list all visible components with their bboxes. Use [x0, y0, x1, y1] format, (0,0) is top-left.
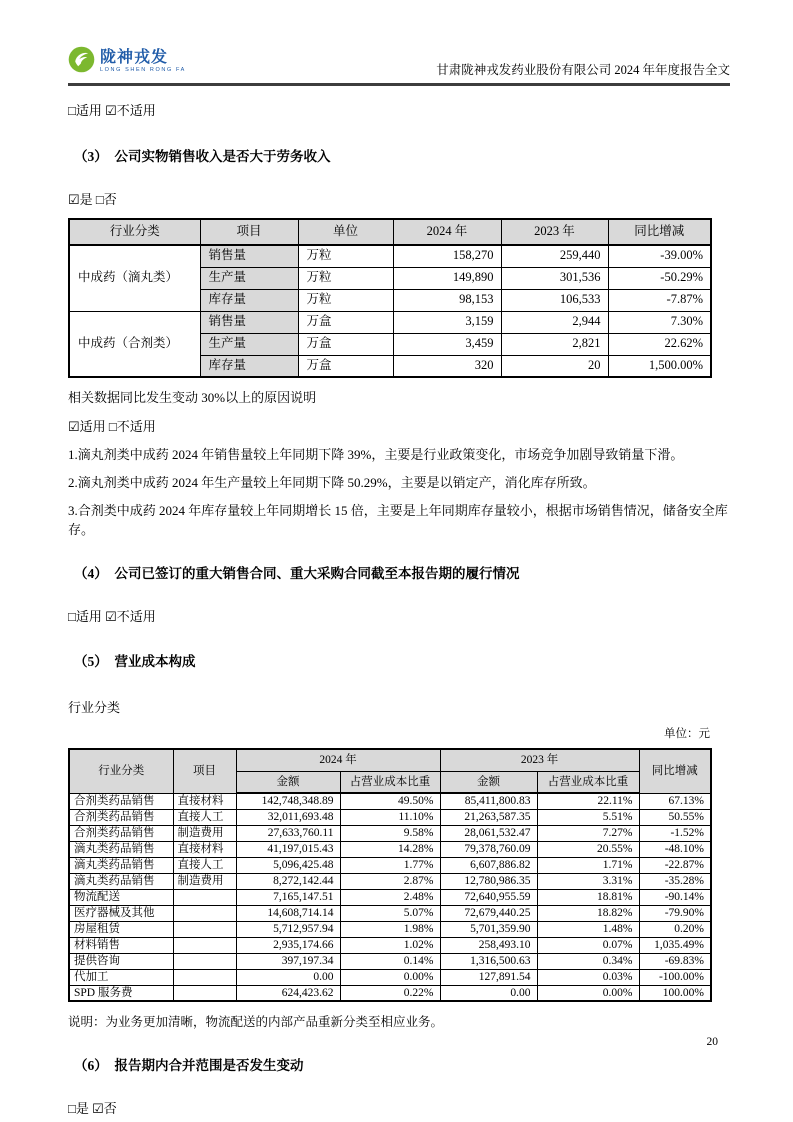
item-cell: 直接材料 — [173, 793, 236, 809]
item-cell: 制造费用 — [173, 825, 236, 841]
change-cell: 100.00% — [639, 985, 711, 1001]
amount-2023-cell: 21,263,587.35 — [440, 809, 537, 825]
section3-heading: （3） 公司实物销售收入是否大于劳务收入 — [74, 149, 331, 164]
change-cell: -22.87% — [639, 857, 711, 873]
header-cell-amount-2024: 金额 — [236, 771, 340, 793]
amount-2024-cell: 8,272,142.44 — [236, 873, 340, 889]
category-cell: 代加工 — [69, 969, 173, 985]
amount-2023-cell: 5,701,359.90 — [440, 921, 537, 937]
category-cell: 中成药（滴丸类） — [69, 245, 200, 311]
header-cell-change: 同比增减 — [608, 219, 711, 245]
category-cell: 材料销售 — [69, 937, 173, 953]
unit-cell: 万盒 — [298, 311, 393, 333]
table-row — [69, 873, 711, 889]
section4-heading: （4） 公司已签订的重大销售合同、重大采购合同截至本报告期的履行情况 — [74, 566, 520, 581]
unit-cell: 万粒 — [298, 267, 393, 289]
table-row — [69, 311, 711, 333]
item-cell: 直接材料 — [173, 841, 236, 857]
unit-cell: 万盒 — [298, 333, 393, 355]
company-logo-icon — [68, 46, 95, 78]
change-cell: 22.62% — [608, 333, 711, 355]
pct-2023-cell: 20.55% — [537, 841, 639, 857]
amount-2024-cell: 41,197,015.43 — [236, 841, 340, 857]
item-cell: 直接人工 — [173, 809, 236, 825]
amount-2024-cell: 0.00 — [236, 969, 340, 985]
table-row — [69, 905, 711, 921]
value-cell-2024: 98,153 — [393, 289, 501, 311]
cost-table-note: 说明：为业务更加清晰，物流配送的内部产品重新分类至相应业务。 — [68, 1015, 444, 1029]
amount-2023-cell: 72,679,440.25 — [440, 905, 537, 921]
amount-2023-cell: 127,891.54 — [440, 969, 537, 985]
item-cell: 库存量 — [200, 289, 298, 311]
header-cell-change: 同比增减 — [639, 749, 711, 793]
section6-heading: （6） 报告期内合并范围是否发生变动 — [74, 1058, 304, 1073]
amount-2023-cell: 0.00 — [440, 985, 537, 1001]
amount-2024-cell: 14,608,714.14 — [236, 905, 340, 921]
value-cell-2024: 149,890 — [393, 267, 501, 289]
amount-2024-cell: 5,096,425.48 — [236, 857, 340, 873]
section4-applicability: □适用 ☑不适用 — [68, 609, 156, 624]
change-cell: -35.28% — [639, 873, 711, 889]
unit-cell: 万盒 — [298, 355, 393, 377]
table-header-row — [69, 219, 711, 245]
applicability-note-top: □适用 ☑不适用 — [68, 103, 156, 118]
pct-2024-cell: 1.98% — [340, 921, 440, 937]
header-cell-2024: 2024 年 — [236, 749, 440, 771]
page-header — [68, 46, 730, 86]
pct-2024-cell: 14.28% — [340, 841, 440, 857]
amount-2023-cell: 79,378,760.09 — [440, 841, 537, 857]
amount-2023-cell: 12,780,986.35 — [440, 873, 537, 889]
value-cell-2023: 106,533 — [501, 289, 608, 311]
value-cell-2024: 158,270 — [393, 245, 501, 267]
change-cell: 0.20% — [639, 921, 711, 937]
reason-item-1: 1.滴丸剂类中成药 2024 年销售量较上年同期下降 39%，主要是行业政策变化，市场竞争加剧导致销量下滑。 — [68, 447, 684, 462]
value-cell-2023: 259,440 — [501, 245, 608, 267]
table-row — [69, 825, 711, 841]
section3-yes-no: ☑是 □否 — [68, 192, 117, 207]
item-cell — [173, 969, 236, 985]
change-cell: 7.30% — [608, 311, 711, 333]
company-logo — [68, 46, 186, 78]
item-cell: 生产量 — [200, 267, 298, 289]
category-cell: 提供咨询 — [69, 953, 173, 969]
header-cell-industry: 行业分类 — [69, 749, 173, 793]
amount-2023-cell: 6,607,886.82 — [440, 857, 537, 873]
pct-2024-cell: 0.14% — [340, 953, 440, 969]
change-cell: 50.55% — [639, 809, 711, 825]
table-row — [69, 809, 711, 825]
table-row — [69, 793, 711, 809]
section5-subtitle: 行业分类 — [68, 700, 121, 715]
category-cell: 合剂类药品销售 — [69, 793, 173, 809]
pct-2023-cell: 3.31% — [537, 873, 639, 889]
amount-2024-cell: 7,165,147.51 — [236, 889, 340, 905]
pct-2024-cell: 5.07% — [340, 905, 440, 921]
item-cell: 销售量 — [200, 311, 298, 333]
change-cell: -50.29% — [608, 267, 711, 289]
brand-subtitle: LONG SHEN RONG FA — [100, 67, 186, 74]
pct-2024-cell: 2.48% — [340, 889, 440, 905]
change-cell: 1,500.00% — [608, 355, 711, 377]
table-row — [69, 985, 711, 1001]
unit-label: 单位：元 — [664, 728, 710, 740]
pct-2023-cell: 18.81% — [537, 889, 639, 905]
category-cell: 物流配送 — [69, 889, 173, 905]
value-cell-2023: 2,821 — [501, 333, 608, 355]
pct-2023-cell: 22.11% — [537, 793, 639, 809]
pct-2024-cell: 1.02% — [340, 937, 440, 953]
amount-2024-cell: 2,935,174.66 — [236, 937, 340, 953]
header-cell-pct-2023: 占营业成本比重 — [537, 771, 639, 793]
change-cell: -39.00% — [608, 245, 711, 267]
category-cell: 滴丸类药品销售 — [69, 841, 173, 857]
reason-item-2: 2.滴丸剂类中成药 2024 年生产量较上年同期下降 50.29%，主要是以销定产，消化库存所致。 — [68, 475, 596, 490]
item-cell — [173, 937, 236, 953]
header-cell-2023: 2023 年 — [440, 749, 639, 771]
value-cell-2024: 320 — [393, 355, 501, 377]
category-cell: 滴丸类药品销售 — [69, 873, 173, 889]
reason-item-3: 3.合剂类中成药 2024 年库存量较上年同期增长 15 倍，主要是上年同期库存量较小，根据市场销售情况，储备安全库存。 — [68, 503, 728, 537]
pct-2024-cell: 1.77% — [340, 857, 440, 873]
pct-2023-cell: 0.07% — [537, 937, 639, 953]
value-cell-2023: 20 — [501, 355, 608, 377]
item-cell — [173, 921, 236, 937]
pct-2024-cell: 11.10% — [340, 809, 440, 825]
pct-2023-cell: 1.48% — [537, 921, 639, 937]
table-row — [69, 245, 711, 267]
change-cell: -100.00% — [639, 969, 711, 985]
header-cell-item: 项目 — [200, 219, 298, 245]
item-cell — [173, 889, 236, 905]
table-row — [69, 921, 711, 937]
change-cell: -48.10% — [639, 841, 711, 857]
amount-2024-cell: 5,712,957.94 — [236, 921, 340, 937]
pct-2023-cell: 1.71% — [537, 857, 639, 873]
unit-cell: 万粒 — [298, 245, 393, 267]
amount-2024-cell: 32,011,693.48 — [236, 809, 340, 825]
value-cell-2024: 3,459 — [393, 333, 501, 355]
table-row — [69, 857, 711, 873]
table-row — [69, 937, 711, 953]
change-cell: 67.13% — [639, 793, 711, 809]
item-cell — [173, 953, 236, 969]
item-cell: 销售量 — [200, 245, 298, 267]
header-cell-unit: 单位 — [298, 219, 393, 245]
pct-2024-cell: 2.87% — [340, 873, 440, 889]
header-cell-2023: 2023 年 — [501, 219, 608, 245]
section6-yes-no: □是 ☑否 — [68, 1101, 117, 1116]
change-cell: -7.87% — [608, 289, 711, 311]
value-cell-2024: 3,159 — [393, 311, 501, 333]
amount-2023-cell: 72,640,955.59 — [440, 889, 537, 905]
header-cell-amount-2023: 金额 — [440, 771, 537, 793]
header-cell-pct-2024: 占营业成本比重 — [340, 771, 440, 793]
pct-2024-cell: 0.22% — [340, 985, 440, 1001]
reason-applicability: ☑适用 □不适用 — [68, 419, 156, 434]
table-row — [69, 889, 711, 905]
page-number: 20 — [706, 1036, 718, 1048]
table-row — [69, 841, 711, 857]
pct-2024-cell: 49.50% — [340, 793, 440, 809]
item-cell — [173, 985, 236, 1001]
amount-2023-cell: 28,061,532.47 — [440, 825, 537, 841]
amount-2023-cell: 1,316,500.63 — [440, 953, 537, 969]
reason-title: 相关数据同比发生变动 30%以上的原因说明 — [68, 390, 317, 405]
amount-2024-cell: 397,197.34 — [236, 953, 340, 969]
pct-2023-cell: 5.51% — [537, 809, 639, 825]
category-cell: 滴丸类药品销售 — [69, 857, 173, 873]
item-cell: 库存量 — [200, 355, 298, 377]
cost-structure-table — [68, 748, 712, 1002]
category-cell: 中成药（合剂类） — [69, 311, 200, 377]
category-cell: SPD 服务费 — [69, 985, 173, 1001]
brand-name: 陇神戎发 — [100, 49, 169, 67]
unit-cell: 万粒 — [298, 289, 393, 311]
pct-2023-cell: 18.82% — [537, 905, 639, 921]
change-cell: -79.90% — [639, 905, 711, 921]
pct-2023-cell: 0.00% — [537, 985, 639, 1001]
category-cell: 房屋租赁 — [69, 921, 173, 937]
item-cell: 制造费用 — [173, 873, 236, 889]
report-title: 甘肃陇神戎发药业股份有限公司 2024 年年度报告全文 — [436, 62, 730, 77]
amount-2024-cell: 27,633,760.11 — [236, 825, 340, 841]
pct-2023-cell: 0.34% — [537, 953, 639, 969]
value-cell-2023: 2,944 — [501, 311, 608, 333]
change-cell: -69.83% — [639, 953, 711, 969]
pct-2024-cell: 9.58% — [340, 825, 440, 841]
value-cell-2023: 301,536 — [501, 267, 608, 289]
header-cell-item: 项目 — [173, 749, 236, 793]
table-header-row — [69, 749, 711, 771]
item-cell: 直接人工 — [173, 857, 236, 873]
header-cell-industry: 行业分类 — [69, 219, 200, 245]
category-cell: 医疗器械及其他 — [69, 905, 173, 921]
pct-2024-cell: 0.00% — [340, 969, 440, 985]
amount-2024-cell: 142,748,348.89 — [236, 793, 340, 809]
item-cell — [173, 905, 236, 921]
change-cell: -90.14% — [639, 889, 711, 905]
section5-heading: （5） 营业成本构成 — [74, 654, 196, 669]
item-cell: 生产量 — [200, 333, 298, 355]
header-cell-2024: 2024 年 — [393, 219, 501, 245]
amount-2024-cell: 624,423.62 — [236, 985, 340, 1001]
table-row — [69, 953, 711, 969]
pct-2023-cell: 0.03% — [537, 969, 639, 985]
pct-2023-cell: 7.27% — [537, 825, 639, 841]
category-cell: 合剂类药品销售 — [69, 809, 173, 825]
change-cell: -1.52% — [639, 825, 711, 841]
change-cell: 1,035.49% — [639, 937, 711, 953]
category-cell: 合剂类药品销售 — [69, 825, 173, 841]
amount-2023-cell: 85,411,800.83 — [440, 793, 537, 809]
sales-volume-table — [68, 218, 712, 378]
table-row — [69, 969, 711, 985]
amount-2023-cell: 258,493.10 — [440, 937, 537, 953]
